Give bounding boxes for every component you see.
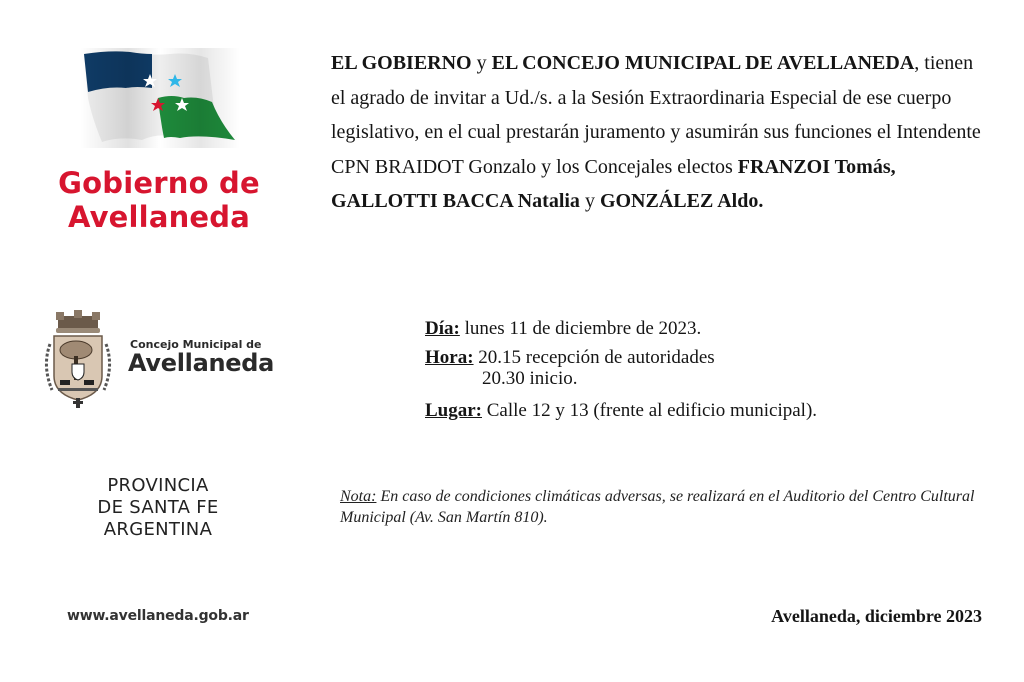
intro-bold-gobierno: EL GOBIERNO [331,52,472,74]
intro-bold-concejo: EL CONCEJO MUNICIPAL DE AVELLANEDA [491,52,915,74]
provincia-line: DE SANTA FE [97,497,219,518]
gobierno-logo-line2: Avellaneda [67,200,251,234]
provincia-text [60,475,256,541]
avellaneda-flag-icon [80,48,240,148]
provincia-line: ARGENTINA [103,519,213,540]
note-text: En caso de condiciones climáticas adversas, se realizará en el Auditorio del Centro Cultural Municipal (Av. San Martín 810). [340,488,975,526]
gobierno-logo-line1: Gobierno de [58,166,260,200]
hora-value-2: 20.30 inicio. [482,368,578,389]
dia-label: Día: [425,318,460,339]
intro-connector: y [471,52,492,74]
lugar-value: Calle 12 y 13 (frente al edificio municipal). [482,400,818,421]
intro-body: , tienen el agrado de invitar a Ud./s. a la Sesión Extraordinaria Especial de ese cuerpo legislativo, en el cual prestarán juramento y asumirán sus funciones el Intendente CPN BRAIDOT Gonzalo y los Concejales electos [331,52,981,178]
intro-bold-gonzalez: GONZÁLEZ Aldo. [599,190,764,212]
concejo-logo-title: Avellaneda [128,349,275,377]
dateline: Avellaneda, diciembre 2023 [771,606,982,626]
detail-dia [425,314,985,343]
dia-value: lunes 11 de diciembre de 2023. [459,318,702,339]
hora-label: Hora: [425,347,474,368]
detail-lugar [425,396,985,425]
lugar-label: Lugar: [425,400,482,421]
invitation-intro [331,46,991,219]
gobierno-logo-text [30,166,288,234]
intro-connector: y [579,190,600,212]
website-link[interactable]: www.avellaneda.gob.ar [67,608,249,624]
hora-value: 20.15 recepción de autoridades [473,347,715,368]
concejo-logo-subtitle: Concejo Municipal de [130,338,262,351]
weather-note [340,486,980,528]
note-label: Nota: [340,488,377,505]
intro-bold-concejales: FRANZOI Tomás, GALLOTTI BACCA Natalia [331,155,896,212]
provincia-line: PROVINCIA [107,475,209,496]
event-details [425,314,985,425]
coat-of-arms-icon [40,310,116,408]
